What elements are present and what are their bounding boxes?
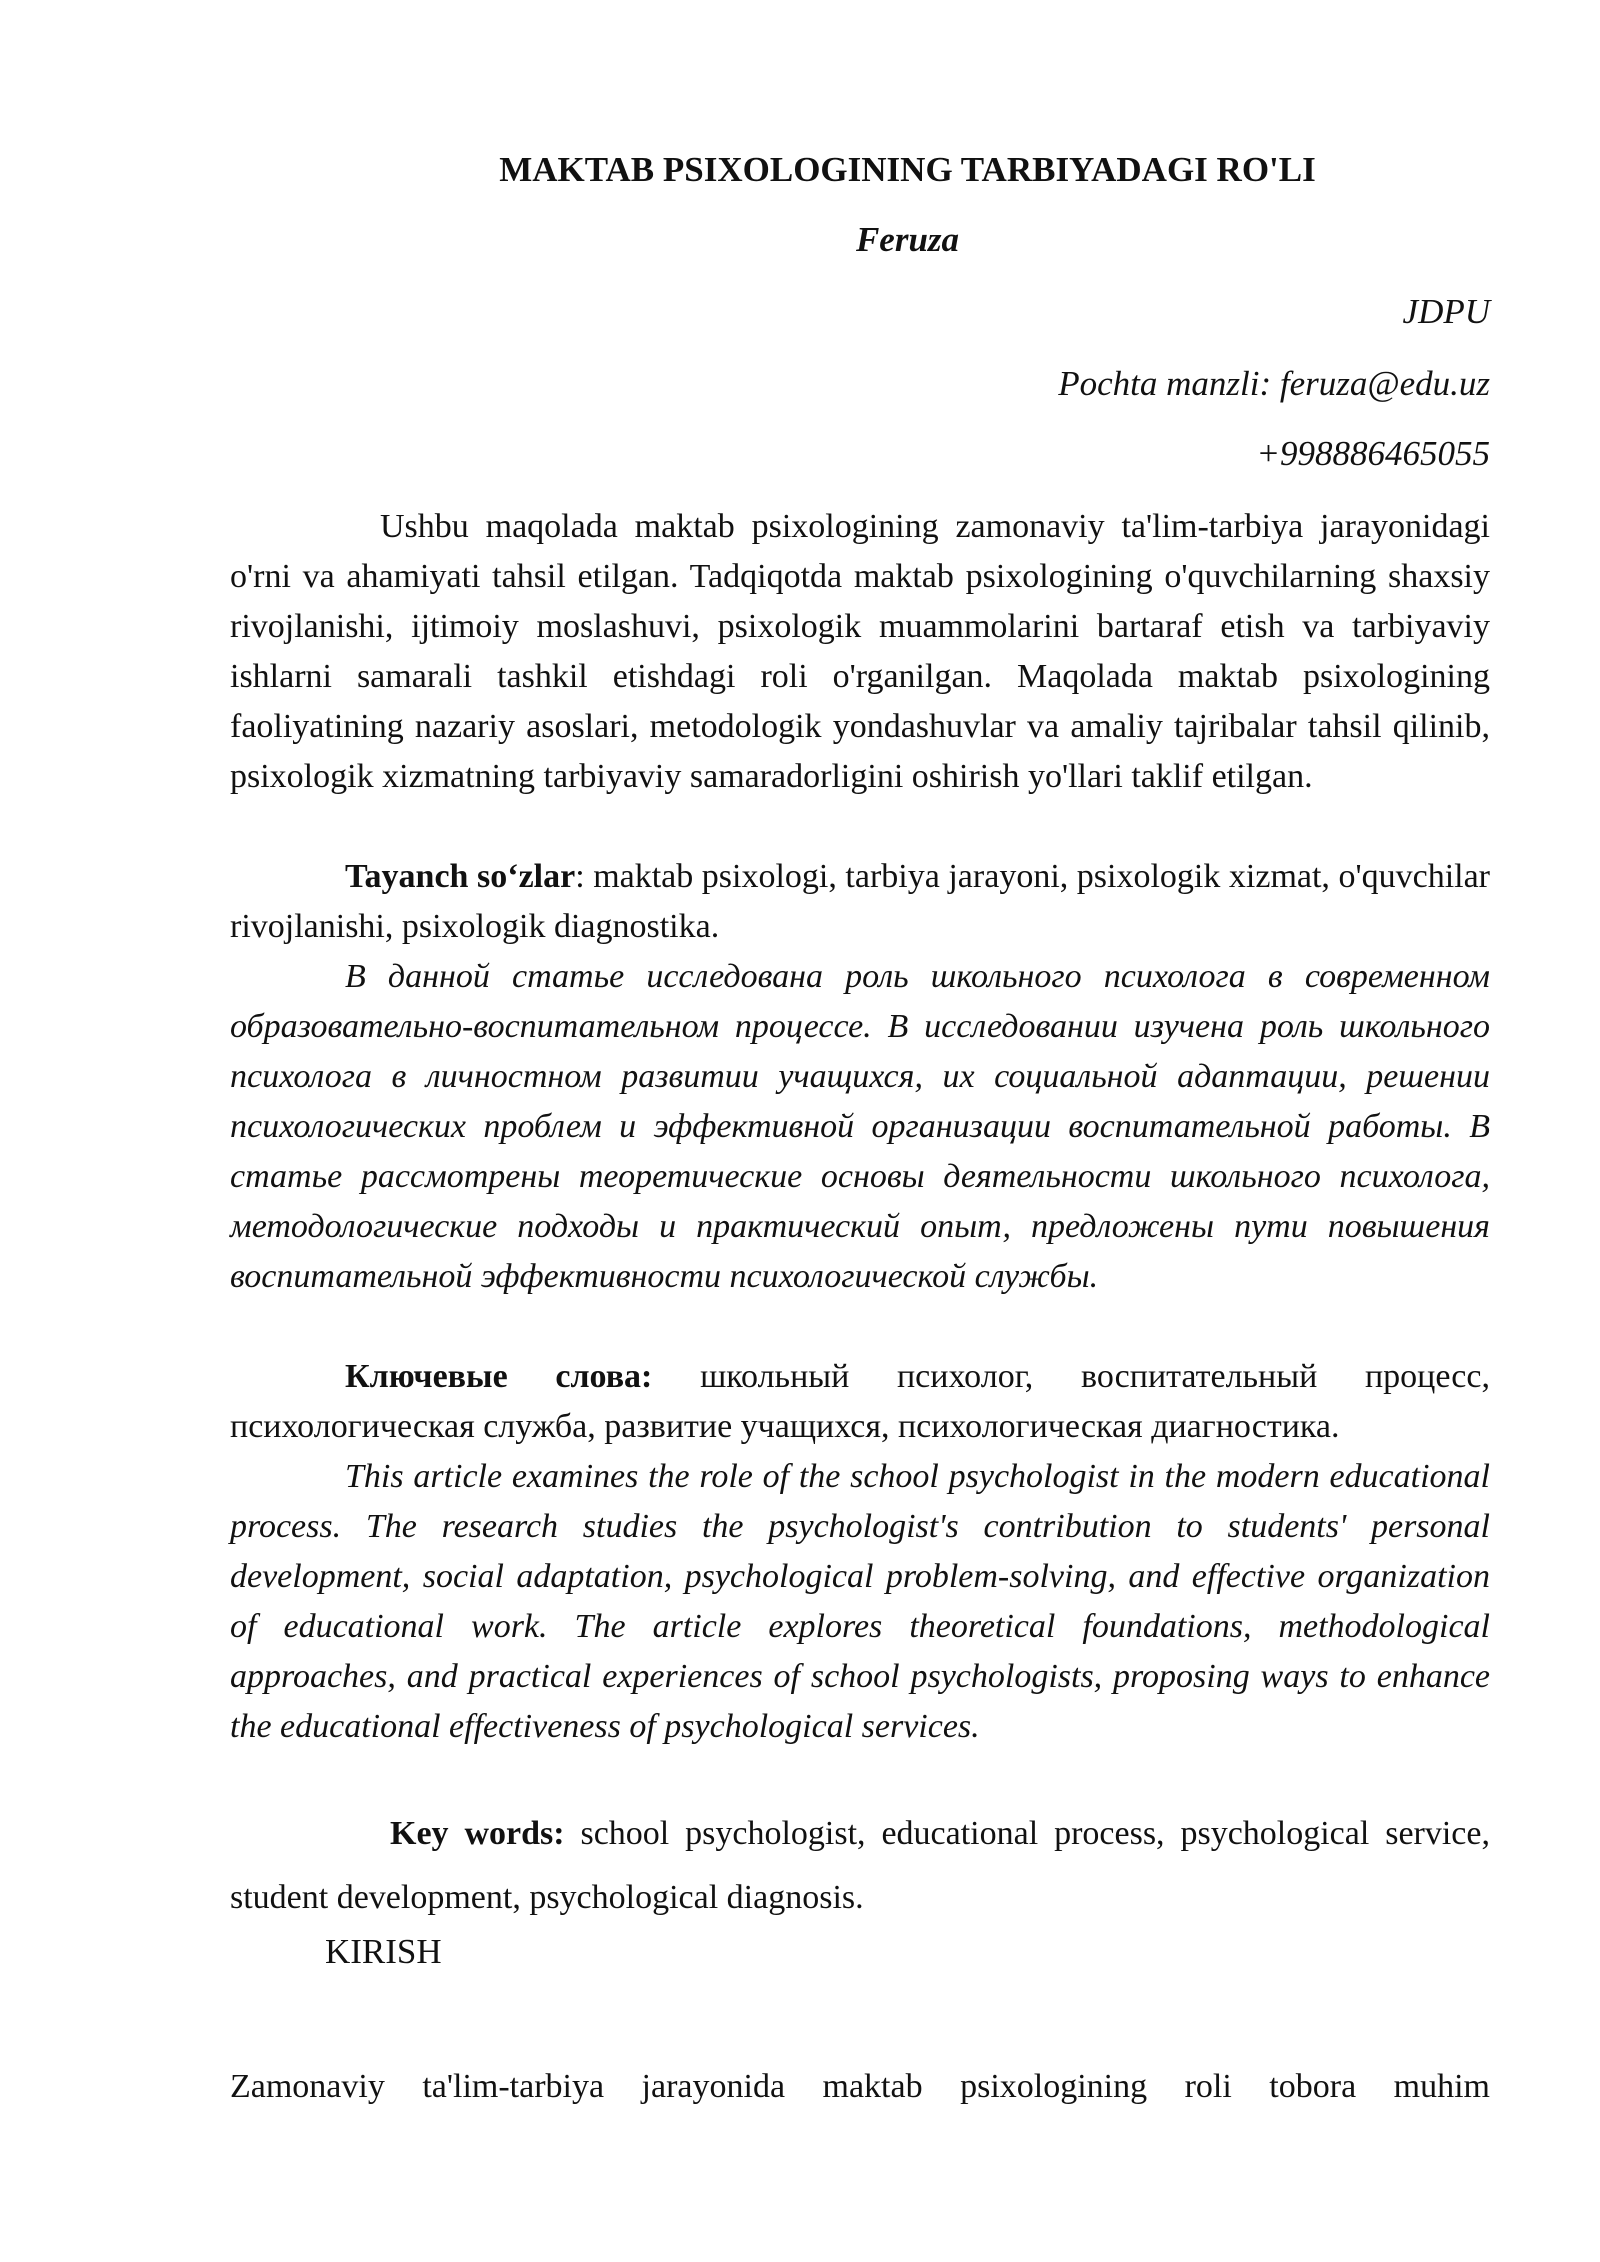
keywords-english (230, 1802, 1490, 1930)
keywords-english-label: Key words: (390, 1815, 565, 1852)
keywords-russian-text: школьный психолог, воспитательный процесс, психологическая служба, развитие учащихся, психологическая диагностика. (230, 1358, 1490, 1445)
author-name: Feruza (855, 220, 960, 259)
keywords-english-text: school psychologist, educational process, psychological service, student development, psychological diagnosis. (230, 1815, 1490, 1916)
keywords-russian-label: Ключевые слова: (345, 1358, 653, 1395)
abstract-russian (230, 952, 1490, 1302)
abstract-english-text: This article examines the role of the school psychologist in the modern educational process. The research studies the psychologist's contribution to students' personal development, social adaptation, psychological problem-solving, and effective organization of educational work. The article explores theoretical foundations, methodological approaches, and practical experiences of school psychologists, proposing ways to enhance the educational effectiveness of psychological services. (230, 1458, 1490, 1745)
author-institution: JDPU (1402, 292, 1490, 331)
intro-paragraph: Zamonaviy ta'lim-tarbiya jarayonida maktab psixologining roli tobora muhim (230, 2068, 1490, 2105)
keywords-uzbek (230, 852, 1490, 952)
abstract-russian-text: В данной статье исследована роль школьного психолога в современном образовательно-воспитательном процессе. В исследовании изучена роль школьного психолога в личностном развитии учащихся, их социальной адаптации, решении психологических проблем и эффективной организации воспитательной работы. В статье рассмотрены теоретические основы деятельности школьного психолога, методологические подходы и практический опыт, предложены пути повышения воспитательной эффективности психологической службы. (230, 958, 1490, 1295)
keywords-russian (230, 1352, 1490, 1452)
author-phone: +998886465055 (1256, 434, 1490, 473)
article-title: MAKTAB PSIXOLOGINING TARBIYADAGI RO'LI (499, 150, 1316, 189)
abstract-uzbek-text: Ushbu maqolada maktab psixologining zamonaviy ta'lim-tarbiya jarayonidagi o'rni va ahamiyati tahsil etilgan. Tadqiqotda maktab psixologining o'quvchilarning shaxsiy rivojlanishi, ijtimoiy moslashuvi, psixologik muammolarini bartaraf etish va tarbiyaviy ishlarni samarali tashkil etishdagi roli o'rganilgan. Maqolada maktab psixologining faoliyatining nazariy asoslari, metodologik yondashuvlar va amaliy tajribalar tahsil qilinib, psixologik xizmatning tarbiyaviy samaradorligini oshirish yo'llari taklif etilgan. (230, 508, 1490, 795)
author-email: Pochta manzli: feruza@edu.uz (1058, 364, 1490, 403)
abstract-english (230, 1452, 1490, 1752)
abstract-uzbek (230, 502, 1490, 802)
section-heading: KIRISH (325, 1932, 442, 1971)
keywords-uzbek-text: : maktab psixologi, tarbiya jarayoni, psixologik xizmat, o'quvchilar rivojlanishi, psixologik diagnostika. (230, 858, 1491, 945)
keywords-uzbek-label: Tayanch so‘zlar (345, 858, 576, 895)
